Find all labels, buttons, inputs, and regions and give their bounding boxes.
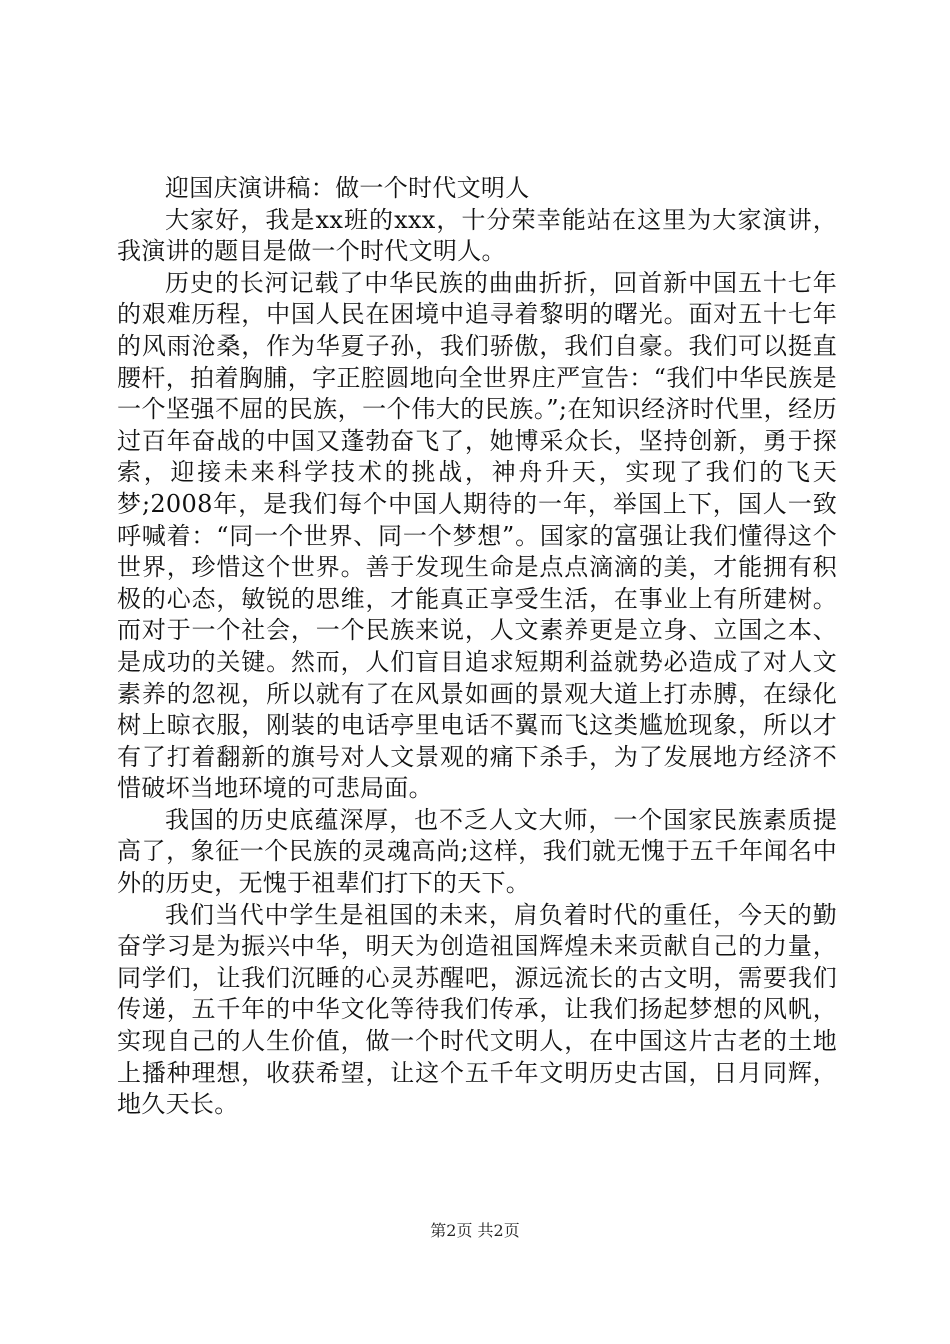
document-title: 迎国庆演讲稿：做一个时代文明人 [165, 174, 530, 202]
paragraph-heritage: 我国的历史底蕴深厚，也不乏人文大师，一个国家民族素质提高了，象征一个民族的灵魂高尚;这样，我们就无愧于五千年闻名中外的历史，无愧于祖辈们打下的天下。 [117, 805, 837, 898]
paragraph-students: 我们当代中学生是祖国的未来，肩负着时代的重任，今天的勤奋学习是为振兴中华，明天为创造祖国辉煌未来贡献自己的力量，同学们，让我们沉睡的心灵苏醒吧，源远流长的古文明，需要我们传递，五千年的中华文化等待我们传承，让我们扬起梦想的风帆，实现自己的人生价值，做一个时代文明人，在中国这片古老的土地上播种理想，收获希望，让这个五千年文明历史古国，日月同辉，地久天长。 [117, 900, 837, 1119]
paragraph-greeting: 大家好，我是xx班的xxx，十分荣幸能站在这里为大家演讲，我演讲的题目是做一个时代文明人。 [117, 205, 837, 266]
page-number: 第2页 共2页 [430, 1221, 520, 1240]
paragraph-history: 历史的长河记载了中华民族的曲曲折折，回首新中国五十七年的艰难历程，中国人民在困境中追寻着黎明的曙光。面对五十七年的风雨沧桑，作为华夏子孙，我们骄傲，我们自豪。我们可以挺直腰杆，拍着胸脯，字正腔圆地向全世界庄严宣告：“我们中华民族是一个坚强不屈的民族，一个伟大的民族。”;在知识经济时代里，经历过百年奋战的中国又蓬勃奋飞了，她博采众长，坚持创新，勇于探索，迎接未来科学技术的挑战，神舟升天，实现了我们的飞天梦;2008年，是我们每个中国人期待的一年，举国上下，国人一致呼喊着：“同一个世界、同一个梦想”。国家的富强让我们懂得这个世界，珍惜这个世界。善于发现生命是点点滴滴的美，才能拥有积极的心态，敏锐的思维，才能真正享受生活，在事业上有所建树。而对于一个社会，一个民族来说，人文素养更是立身、立国之本、是成功的关键。然而，人们盲目追求短期利益就势必造成了对人文素养的忽视，所以就有了在风景如画的景观大道上打赤膊，在绿化树上晾衣服，刚装的电话亭里电话不翼而飞这类尴尬现象，所以才有了打着翻新的旗号对人文景观的痛下杀手，为了发展地方经济不惜破坏当地环境的可悲局面。 [117, 268, 837, 803]
document-body [117, 173, 837, 1121]
